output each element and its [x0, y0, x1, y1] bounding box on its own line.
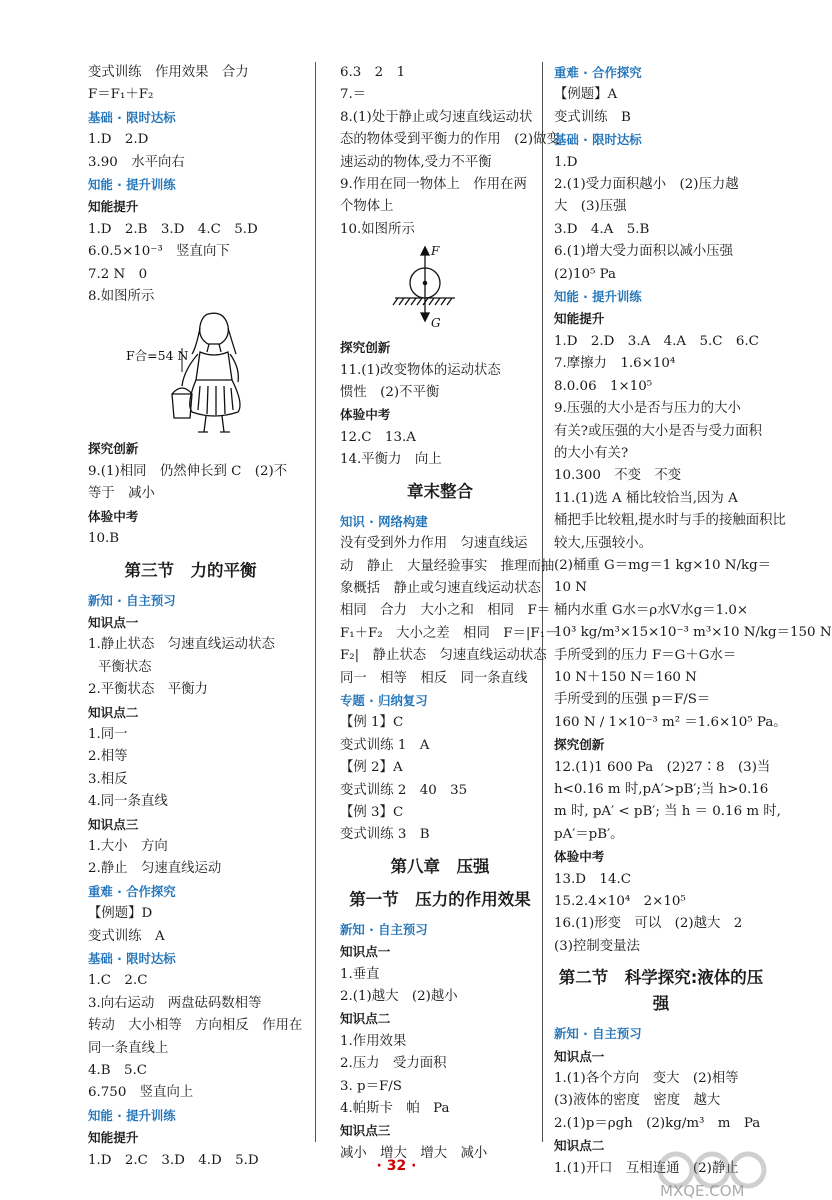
- answer-line: 大 (3)压强: [554, 199, 627, 215]
- answer-line: 160 N / 1×10⁻³ m² ＝1.6×10⁵ Pa。: [554, 714, 787, 730]
- answer-line: 同一条直线上: [88, 1040, 169, 1056]
- answer-line: 动 静止 大量经验事实 推理而抽: [340, 558, 555, 574]
- answer-line: 3.向右运动 两盘砝码数相等: [88, 995, 262, 1011]
- answer-line: 1.C 2.C: [88, 973, 148, 989]
- answer-line: 1.D 2.D 3.A 4.A 5.C 6.C: [554, 333, 759, 349]
- answer-line: 2.静止 匀速直线运动: [88, 861, 222, 877]
- answer-line: 1.(1)开口 互相连通 (2)静止: [554, 1160, 739, 1176]
- answer-line: 1.同一: [88, 726, 128, 742]
- subsection-label: 知识点一: [340, 944, 391, 960]
- answer-line: 减小 增大 增大 减小: [340, 1145, 488, 1161]
- answer-line: 手所受到的压力 F＝G＋G水＝: [554, 647, 737, 663]
- chapter-heading: 第三节 力的平衡: [124, 560, 257, 580]
- answer-line: (3)液体的密度 密度 越大: [554, 1093, 721, 1109]
- answer-line: 1.静止状态 匀速直线运动状态: [88, 637, 275, 653]
- section-label: 基础 · 限时达标: [554, 132, 642, 148]
- answer-line: 8.如图所示: [88, 289, 155, 305]
- answer-line: 3.D 4.A 5.B: [554, 221, 650, 237]
- section-label: 基础 · 限时达标: [88, 951, 176, 966]
- answer-line: 象概括 静止或匀速直线运动状态: [340, 580, 541, 596]
- answer-line: 7.＝: [340, 87, 367, 103]
- answer-line: 3.90 水平向右: [88, 154, 185, 170]
- section-label: 重难 · 合作探究: [88, 883, 176, 899]
- answer-line: 10 N＋150 N＝160 N: [554, 669, 697, 685]
- chapter-heading: 第二节 科学探究:液体的压强: [558, 968, 764, 1014]
- figure-force-g-label: G: [431, 316, 441, 331]
- answer-line: 没有受到外力作用 匀速直线运: [340, 536, 528, 552]
- answer-line: 转动 大小相等 方向相反 作用在: [88, 1018, 303, 1034]
- page-number-value: 32: [386, 1158, 407, 1174]
- answer-line: 1.D 2.B 3.D 4.C 5.D: [88, 221, 258, 237]
- answer-line: F₂| 静止状态 匀速直线运动状态: [340, 648, 547, 664]
- answer-line: 2.压力 受力面积: [340, 1056, 447, 1072]
- answer-line: 6.3 2 1: [340, 65, 406, 80]
- answer-line: 【例题】D: [88, 906, 153, 922]
- column-divider-2: [542, 62, 543, 1142]
- subsection-label: 知识点二: [554, 1138, 605, 1154]
- answer-line: 桶把手比较粗,提水时与手的接触面积比: [554, 513, 786, 529]
- answer-line: 1.大小 方向: [88, 838, 168, 854]
- answer-line: 2.相等: [88, 749, 128, 765]
- subsection-label: 知识点三: [88, 816, 139, 832]
- answer-line: 桶内水重 G水＝ρ水V水g＝1.0×: [554, 602, 749, 618]
- answer-line: 手所受到的压强 p＝F/S＝: [554, 692, 711, 708]
- answer-line: 速运动的物体,受力不平衡: [340, 154, 492, 170]
- answer-line: (3)控制变量法: [554, 938, 640, 954]
- answer-line: 【例 1】C: [340, 715, 404, 731]
- subsection-label: 体验中考: [88, 508, 139, 524]
- section-label: 知能 · 提升训练: [554, 289, 642, 305]
- figure-force-label: F合=54 N: [126, 348, 189, 364]
- section-label: 重难 · 合作探究: [554, 65, 642, 80]
- answer-line: 2.(1)p＝ρgh (2)kg/m³ m Pa: [554, 1115, 761, 1131]
- answer-line: 12.C 13.A: [340, 429, 416, 445]
- figure-force-f-label: F: [431, 244, 440, 259]
- answer-line: 6.0.5×10⁻³ 竖直向下: [88, 244, 230, 260]
- answer-line: 10.300 不变 不变: [554, 468, 682, 484]
- answer-line: 4.同一条直线: [88, 794, 168, 810]
- answer-line: 的大小有关?: [554, 445, 629, 461]
- answer-line: 3.相反: [88, 771, 128, 787]
- chapter-heading: 第一节 压力的作用效果: [349, 889, 531, 909]
- answer-line: 1.作用效果: [340, 1033, 407, 1049]
- subsection-label: 体验中考: [554, 849, 605, 865]
- answer-line: 2.(1)受力面积越小 (2)压力越: [554, 177, 739, 193]
- answer-line: 10³ kg/m³×15×10⁻³ m³×10 N/kg＝150 N: [554, 625, 832, 641]
- subsection-label: 知识点一: [88, 614, 139, 630]
- subsection-label: 知识点一: [554, 1048, 605, 1064]
- answer-line: 11.(1)改变物体的运动状态: [340, 362, 501, 378]
- answer-line: 10 N: [554, 580, 588, 596]
- chapter-heading: 章末整合: [407, 481, 473, 501]
- answer-line: 1.D 2.D: [88, 132, 149, 148]
- answer-column-2: [340, 62, 560, 1165]
- answer-line: 15.2.4×10⁴ 2×10⁵: [554, 894, 686, 910]
- answer-line: 1.(1)各个方向 变大 (2)相等: [554, 1071, 739, 1087]
- answer-line: 【例 2】A: [340, 760, 403, 776]
- section-label: 知识 · 网络构建: [340, 513, 428, 529]
- answer-line: 1.垂直: [340, 966, 380, 982]
- column-divider-1: [315, 62, 316, 1142]
- answer-column-1: [88, 62, 303, 1172]
- chapter-heading: 第八章 压强: [390, 856, 490, 876]
- figure-girl-carrying-bucket: [88, 308, 293, 438]
- section-label: 知能 · 提升训练: [88, 1107, 176, 1123]
- answer-column-3: [554, 62, 832, 1180]
- subsection-label: 体验中考: [340, 407, 391, 423]
- answer-line: 10.如图所示: [340, 221, 415, 237]
- section-label: 专题 · 归纳复习: [340, 692, 428, 708]
- answer-line: (2)桶重 G＝mg＝1 kg×10 N/kg＝: [554, 557, 772, 573]
- answer-line: 个物体上: [340, 199, 394, 215]
- answer-line: 惯性 (2)不平衡: [340, 385, 440, 401]
- answer-line: 2.平衡状态 平衡力: [88, 682, 208, 698]
- answer-line: 8.0.06 1×10⁵: [554, 378, 653, 394]
- answer-line: pA′＝pB′。: [554, 826, 624, 842]
- section-label: 新知 · 自主预习: [340, 921, 428, 937]
- answer-line: 变式训练 作用效果 合力: [88, 65, 249, 80]
- answer-line: 9.(1)相同 仍然伸长到 C (2)不: [88, 463, 288, 479]
- section-label: 基础 · 限时达标: [88, 109, 176, 125]
- answer-line: 4.B 5.C: [88, 1063, 148, 1079]
- answer-line: 平衡状态: [98, 659, 152, 675]
- answer-line: 变式训练 2 40 35: [340, 782, 468, 798]
- answer-line: 等于 减小: [88, 486, 155, 502]
- answer-line: 变式训练 A: [88, 928, 165, 944]
- answer-line: 相同 合力 大小之和 相同 F＝: [340, 603, 551, 619]
- answer-line: 有关?或压强的大小是否与受力面积: [554, 423, 763, 439]
- answer-line: 16.(1)形变 可以 (2)越大 2: [554, 916, 743, 932]
- answer-line: 1.D: [554, 154, 578, 170]
- answer-line: h<0.16 m 时,pA′>pB′;当 h>0.16: [554, 782, 769, 797]
- answer-line: 7.摩擦力 1.6×10⁴: [554, 356, 676, 372]
- answer-line: 变式训练 3 B: [340, 827, 430, 843]
- subsection-label: 探究创新: [340, 340, 391, 356]
- answer-line: 11.(1)选 A 桶比较恰当,因为 A: [554, 490, 738, 506]
- answer-line: 4.帕斯卡 帕 Pa: [340, 1101, 450, 1117]
- answer-line: m 时, pA′ < pB′; 当 h ＝ 0.16 m 时,: [554, 804, 781, 820]
- answer-line: 3. p＝F/S: [340, 1078, 402, 1094]
- subsection-label: 探究创新: [88, 441, 139, 457]
- section-label: 新知 · 自主预习: [88, 592, 176, 608]
- answer-line: 较大,压强较小。: [554, 535, 652, 551]
- answer-line: 8.(1)处于静止或匀速直线运动状: [340, 109, 533, 125]
- subsection-label: 知能提升: [88, 1130, 139, 1146]
- answer-line: 10.B: [88, 531, 120, 547]
- figure-ball-on-ground: [340, 241, 540, 337]
- answer-line: 6.750 竖直向上: [88, 1085, 194, 1101]
- subsection-label: 探究创新: [554, 737, 605, 753]
- answer-line: 6.(1)增大受力面积以减小压强: [554, 244, 734, 260]
- answer-line: 变式训练 1 A: [340, 737, 430, 753]
- answer-line: 2.(1)越大 (2)越小: [340, 989, 458, 1004]
- subsection-label: 知识点二: [340, 1011, 391, 1027]
- answer-line: F₁＋F₂ 大小之差 相同 F＝|F₁－: [340, 625, 559, 641]
- answer-line: 同一 相等 相反 同一条直线: [340, 670, 528, 686]
- answer-line: 【例题】A: [554, 87, 618, 103]
- section-label: 新知 · 自主预习: [554, 1026, 642, 1042]
- subsection-label: 知能提升: [554, 311, 605, 327]
- answer-line: 13.D 14.C: [554, 871, 631, 887]
- section-label: 知能 · 提升训练: [88, 177, 176, 193]
- answer-line: 1.D 2.C 3.D 4.D 5.D: [88, 1152, 259, 1168]
- answer-line: 12.(1)1 600 Pa (2)27∶8 (3)当: [554, 759, 771, 775]
- answer-line: 【例 3】C: [340, 804, 404, 820]
- answer-line: 14.平衡力 向上: [340, 452, 442, 468]
- answer-line: 9.压强的大小是否与压力的大小: [554, 401, 741, 417]
- answer-line: (2)10⁵ Pa: [554, 266, 617, 282]
- answer-line: 9.作用在同一物体上 作用在两: [340, 177, 527, 193]
- answer-line: F＝F₁＋F₂: [88, 87, 154, 103]
- answer-line: 态的物体受到平衡力的作用 (2)做变: [340, 132, 560, 148]
- page-number: · 32 ·: [376, 1158, 417, 1174]
- watermark-text: MXQE.COM: [660, 1182, 745, 1200]
- answer-line: 7.2 N 0: [88, 266, 148, 282]
- subsection-label: 知能提升: [88, 199, 139, 215]
- subsection-label: 知识点三: [340, 1123, 391, 1139]
- answer-line: 变式训练 B: [554, 109, 631, 125]
- subsection-label: 知识点二: [88, 704, 139, 720]
